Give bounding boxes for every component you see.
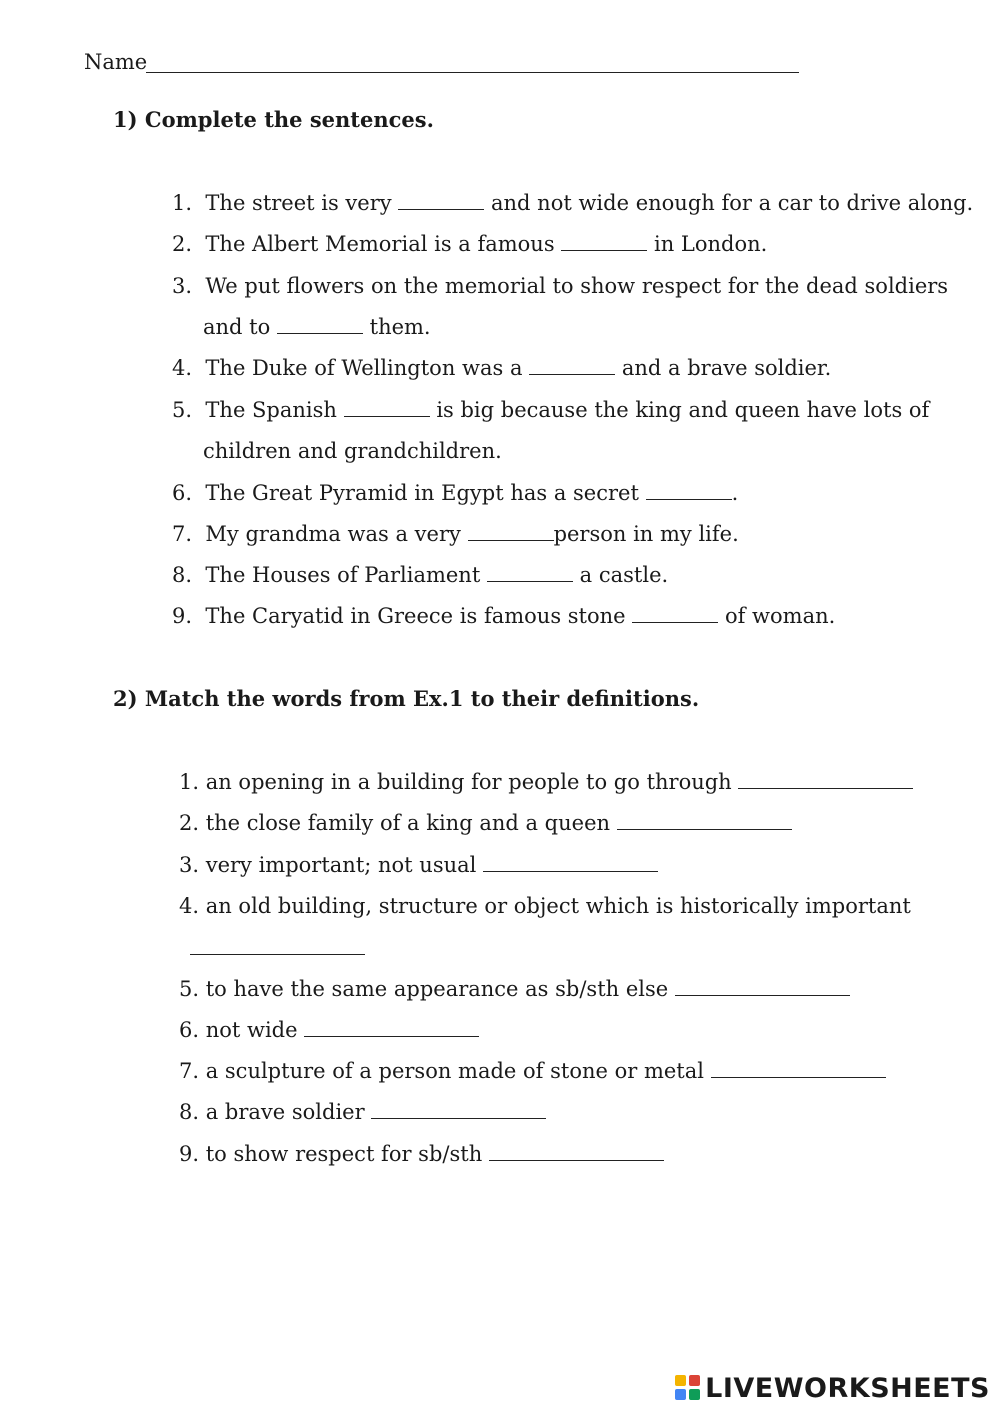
liveworksheets-logo-icon	[675, 1375, 701, 1401]
list-item: 6. not wide	[179, 1016, 479, 1044]
list-item: 3. very important; not usual	[179, 851, 658, 879]
list-item: 4. an old building, structure or object which is historically important	[179, 894, 911, 918]
answer-blank[interactable]	[371, 1117, 546, 1119]
liveworksheets-brand	[675, 1371, 990, 1405]
list-item: 8. a brave soldier	[179, 1098, 546, 1126]
answer-blank[interactable]	[344, 415, 430, 417]
answer-blank[interactable]	[711, 1076, 886, 1078]
answer-blank[interactable]	[468, 539, 554, 541]
list-item: 7. My grandma was a very person in my life.	[172, 522, 739, 546]
answer-blank[interactable]	[646, 498, 732, 500]
list-item: 1. an opening in a building for people to go through	[179, 768, 913, 796]
answer-blank[interactable]	[190, 954, 365, 955]
list-item: 5. to have the same appearance as sb/sth else	[179, 975, 850, 1003]
list-item: 9. to show respect for sb/sth	[179, 1140, 664, 1168]
list-item: 4. The Duke of Wellington was a and a brave soldier.	[172, 356, 832, 380]
answer-blank[interactable]	[617, 828, 792, 830]
answer-blank[interactable]	[738, 787, 913, 789]
name-input-line[interactable]	[146, 72, 799, 73]
list-item: 7. a sculpture of a person made of stone or metal	[179, 1057, 886, 1085]
list-item: 2. the close family of a king and a queen	[179, 809, 792, 837]
list-item-continuation: children and grandchildren.	[203, 439, 502, 463]
answer-blank[interactable]	[487, 580, 573, 582]
name-label: Name	[84, 50, 148, 74]
answer-blank[interactable]	[483, 870, 658, 872]
answer-blank[interactable]	[398, 208, 484, 210]
answer-blank[interactable]	[489, 1159, 664, 1161]
answer-blank[interactable]	[304, 1035, 479, 1037]
section1-title: 1) Complete the sentences.	[113, 107, 434, 132]
list-item: 8. The Houses of Parliament a castle.	[172, 563, 669, 587]
answer-blank[interactable]	[632, 621, 718, 623]
answer-blank[interactable]	[529, 373, 615, 375]
answer-blank[interactable]	[561, 249, 647, 251]
answer-blank[interactable]	[675, 994, 850, 996]
list-item: 5. The Spanish is big because the king and queen have lots of	[172, 398, 930, 422]
section2-title: 2) Match the words from Ex.1 to their definitions.	[113, 686, 700, 711]
list-item: 2. The Albert Memorial is a famous in London.	[172, 232, 768, 256]
list-item: 9. The Caryatid in Greece is famous stone of woman.	[172, 604, 836, 628]
list-item-continuation: and to them.	[203, 315, 431, 339]
list-item: 3. We put flowers on the memorial to show respect for the dead soldiers	[172, 274, 949, 298]
list-item: 1. The street is very and not wide enough for a car to drive along.	[172, 191, 974, 215]
list-item: 6. The Great Pyramid in Egypt has a secret .	[172, 481, 739, 505]
answer-blank[interactable]	[277, 332, 363, 334]
brand-text: LIVEWORKSHEETS	[705, 1372, 990, 1404]
